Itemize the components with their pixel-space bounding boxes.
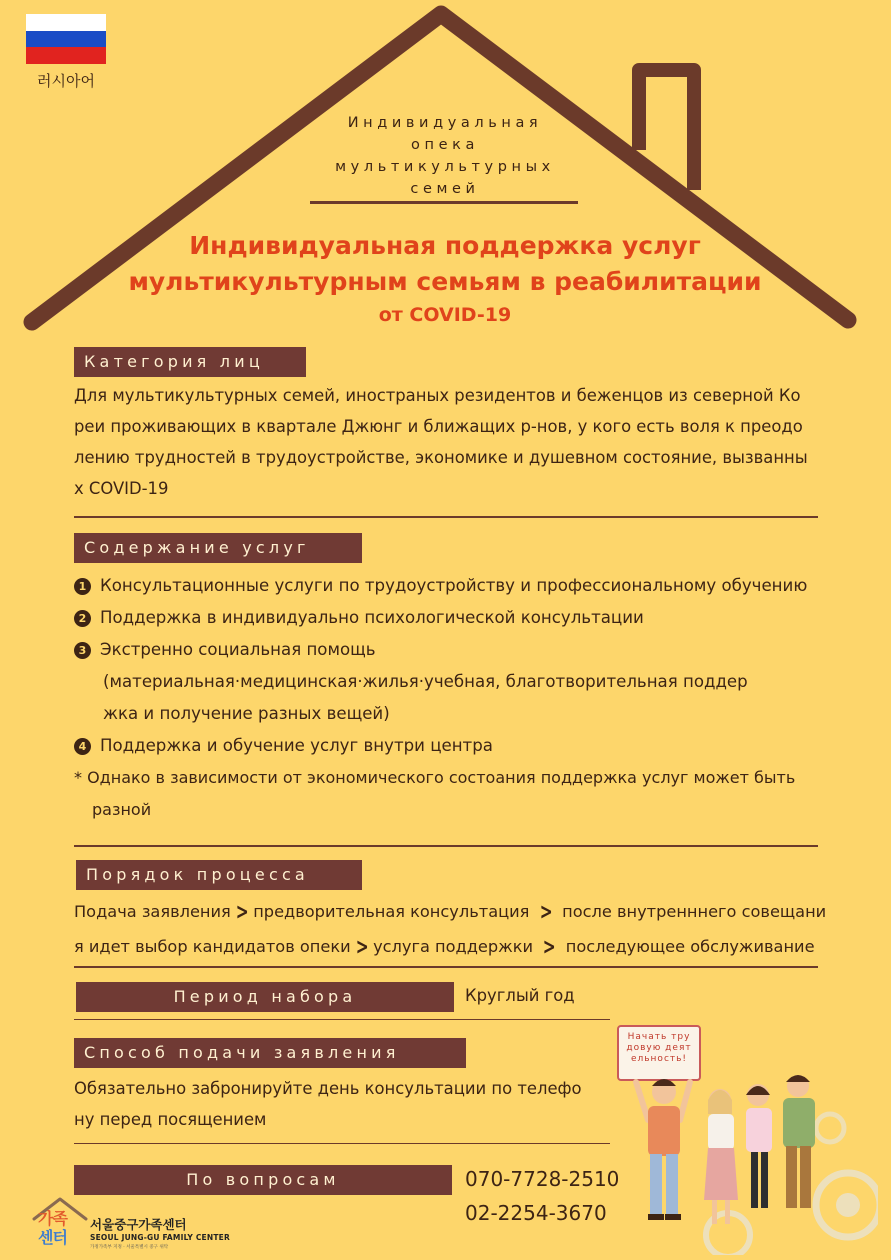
family-center-logo <box>30 1195 250 1255</box>
chevron-right-icon: > <box>235 900 249 925</box>
russian-flag-icon <box>26 14 106 64</box>
people-illustration <box>608 1020 878 1255</box>
number-badge: 4 <box>74 738 91 755</box>
number-badge: 3 <box>74 642 91 659</box>
divider <box>74 845 818 847</box>
services-note: * Однако в зависимости от экономического состоания поддержка услуг может быть <box>74 768 796 787</box>
section-label-period: Период набора <box>76 982 454 1012</box>
logo-mark-text: 가족 센터 <box>38 1209 67 1247</box>
period-value: Круглый год <box>465 986 575 1005</box>
phone-number-2[interactable]: 02-2254-3670 <box>465 1201 607 1225</box>
chevron-right-icon: > <box>355 935 369 960</box>
list-item: 4 Поддержка и обучение услуг внутри центра <box>74 730 834 762</box>
process-flow: Подача заявления > предворительная консультация > после внутренннего совещани я идет выбор кандидатов опеки > услуга поддержки > последующее обслуживание <box>74 895 854 965</box>
list-item: 1 Консультационные услуги по трудоустройству и профессиональному обучению <box>74 570 834 602</box>
logo-name-korean: 서울중구가족센터 <box>90 1217 187 1232</box>
logo-name-english: SEOUL JUNG-GU FAMILY CENTER <box>90 1233 230 1242</box>
divider <box>74 1143 610 1144</box>
number-badge: 1 <box>74 578 91 595</box>
main-title: Индивидуальная поддержка услуг мультикультурным семьям в реабилитации <box>128 231 762 296</box>
main-title-covid: от COVID-19 <box>378 304 512 326</box>
list-item: 2 Поддержка в индивидуально психологической консультации <box>74 602 834 634</box>
phone-number-1[interactable]: 070-7728-2510 <box>465 1167 620 1191</box>
apply-text: Обязательно забронируйте день консультации по телефо ну перед посящением <box>74 1079 582 1129</box>
illustration-sign: Начать тру довую деят ельность! <box>626 1032 692 1064</box>
section-label-services: Содержание услуг <box>74 533 362 563</box>
section-label-contact: По вопросам <box>74 1165 452 1195</box>
divider <box>74 1019 610 1020</box>
subtitle: Индивидуальная опека мультикультурных семей <box>335 115 555 197</box>
section-label-process: Порядок процесса <box>76 860 362 890</box>
subtitle-divider <box>310 201 578 204</box>
chevron-right-icon: > <box>542 935 556 960</box>
category-text: Для мультикультурных семей, иностраных резидентов и беженцов из северной Ко реи проживающих в квартале Джюнг и ближащих р-нов, у кого есть воля к преодо лению трудностей в трудоустройстве, экономике и душевном состояние, вызванны х COVID-19 <box>74 386 808 498</box>
number-badge: 2 <box>74 610 91 627</box>
logo-tagline: 가정가족부 지정 · 서울특별시 중구 위탁 <box>90 1245 169 1250</box>
section-label-apply: Способ подачи заявления <box>74 1038 466 1068</box>
list-item: 3 Экстренно социальная помощь <box>74 634 834 666</box>
section-label-category: Категория лиц <box>74 347 306 377</box>
language-label: 러시아어 <box>37 72 95 90</box>
services-list: 1 Консультационные услуги по трудоустройству и профессиональному обучению 2 Поддержка в индивидуально психологической консультации 3 Экстренно социальная помощь (материальная·медицинская·жилья·учебная, благотворительная поддер жка и получение разных вещей) 4 Поддержка и обучение услуг внутри центра * Однако в зависимости от экономического состоания поддержка услуг может быть разной <box>74 570 834 826</box>
chevron-right-icon: > <box>539 900 553 925</box>
divider <box>74 516 818 518</box>
divider <box>74 966 818 968</box>
